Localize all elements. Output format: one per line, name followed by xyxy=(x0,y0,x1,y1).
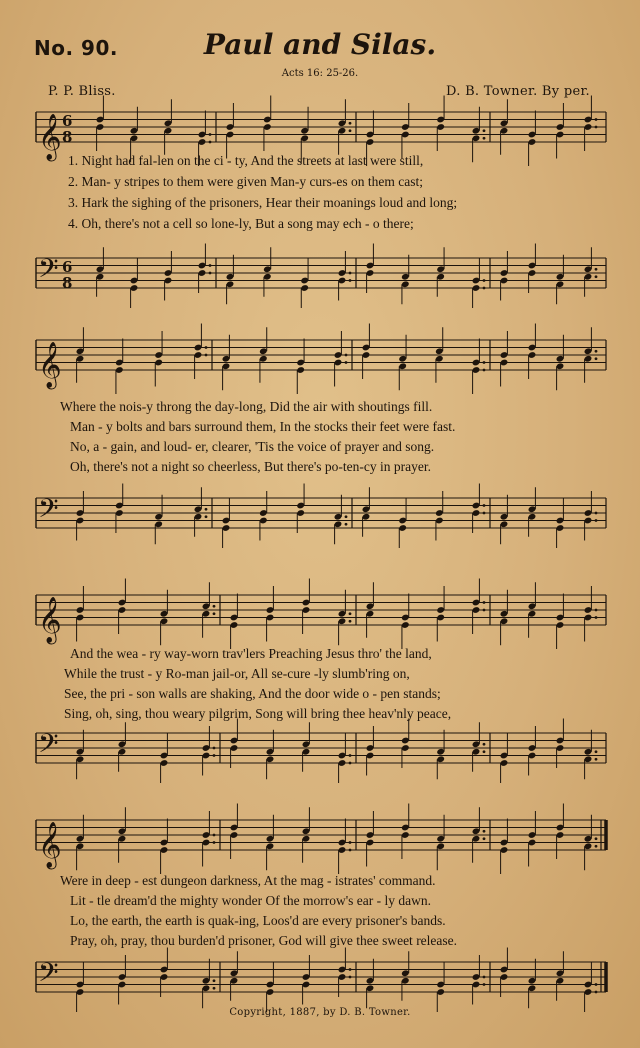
time-signature-top: 6 xyxy=(62,112,73,130)
dot xyxy=(595,512,598,515)
dot xyxy=(483,287,486,290)
time-signature-bottom: 8 xyxy=(62,274,73,292)
system-1-verse-4: 4. Oh, there's not a cell so lone-ly, But a song may ech - o there; xyxy=(68,216,414,231)
dot xyxy=(205,515,208,518)
dot xyxy=(349,279,352,282)
treble-clef-icon: 𝄞 xyxy=(38,114,62,160)
dot xyxy=(209,141,212,144)
copyright-notice: Copyright, 1887, by D. B. Towner. xyxy=(229,1007,411,1018)
dot xyxy=(345,354,348,357)
time-signature-bottom: 8 xyxy=(62,128,73,146)
dot xyxy=(213,841,216,844)
bass-clef-icon: 𝄢 xyxy=(38,727,59,766)
dot xyxy=(483,369,486,372)
dot xyxy=(483,750,486,753)
dot xyxy=(349,849,352,852)
dot xyxy=(349,762,352,765)
system-1-verse-2: 2. Man- y stripes to them were given Man-y curs-es on them cast; xyxy=(68,174,424,189)
dot xyxy=(595,983,598,986)
time-signature-top: 6 xyxy=(62,258,73,276)
bass-clef-icon: 𝄢 xyxy=(38,252,59,291)
dot xyxy=(205,354,208,357)
dot xyxy=(595,991,598,994)
dot xyxy=(209,272,212,275)
dot xyxy=(483,609,486,612)
dot xyxy=(483,504,486,507)
dot xyxy=(595,845,598,848)
dot xyxy=(209,264,212,267)
system-2-verse-4: Oh, there's not a night so cheerless, But there's po-ten-cy in prayer. xyxy=(70,459,432,474)
dot xyxy=(213,754,216,757)
dot xyxy=(483,976,486,979)
dot xyxy=(595,758,598,761)
hymn-number: No. 90. xyxy=(34,36,118,60)
dot xyxy=(345,523,348,526)
lyricist-credit: P. P. Bliss. xyxy=(48,84,116,99)
hymn-title: Paul and Silas. xyxy=(203,28,437,61)
system-3-verse-3: See, the pri - son walls are shaking, And the door wide o - pen stands; xyxy=(64,686,441,701)
dot xyxy=(205,346,208,349)
system-1-verse-1: 1. Night had fal-len on the ci - ty, And the streets at last were still, xyxy=(68,153,424,168)
system-3-verse-1: And the wea - ry way-worn trav'lers Preaching Jesus thro' the land, xyxy=(70,646,432,661)
dot xyxy=(213,834,216,837)
system-4-verse-3: Lo, the earth, the earth is quak-ing, Loos'd are every prisoner's bands. xyxy=(70,913,446,928)
treble-clef-icon: 𝄞 xyxy=(38,597,62,643)
dot xyxy=(349,968,352,971)
dot xyxy=(209,133,212,136)
system-4-verse-1: Were in deep - est dungeon darkness, At the mag - istrates' command. xyxy=(60,873,436,888)
dot xyxy=(483,361,486,364)
dot xyxy=(483,279,486,282)
dot xyxy=(595,350,598,353)
bass-clef-icon: 𝄢 xyxy=(38,492,59,531)
dot xyxy=(595,268,598,271)
dot xyxy=(595,609,598,612)
dot xyxy=(595,126,598,129)
dot xyxy=(349,620,352,623)
dot xyxy=(345,361,348,364)
dot xyxy=(349,129,352,132)
treble-clef-icon: 𝄞 xyxy=(38,342,62,388)
system-3-verse-4: Sing, oh, sing, thou weary pilgrim, Song will bring thee heav'nly peace, xyxy=(64,706,452,721)
dot xyxy=(213,605,216,608)
dot xyxy=(349,122,352,125)
dot xyxy=(483,129,486,132)
scripture-reference: Acts 16: 25-26. xyxy=(281,68,359,79)
dot xyxy=(595,519,598,522)
dot xyxy=(349,976,352,979)
dot xyxy=(213,979,216,982)
system-2-verse-3: No, a - gain, and loud- er, clearer, 'Tis the voice of prayer and song. xyxy=(70,439,435,454)
dot xyxy=(483,601,486,604)
dot xyxy=(595,837,598,840)
dot xyxy=(595,616,598,619)
dot xyxy=(213,747,216,750)
dot xyxy=(349,841,352,844)
dot xyxy=(213,987,216,990)
composer-credit: D. B. Towner. By per. xyxy=(445,84,590,99)
system-4-verse-2: Lit - tle dream'd the mighty wonder Of the morrow's ear - ly dawn. xyxy=(70,893,432,908)
system-1-verse-3: 3. Hark the sighing of the prisoners, Hear their moanings loud and long; xyxy=(68,195,458,210)
system-2-verse-1: Where the nois-y throng the day-long, Did the air with shoutings fill. xyxy=(60,399,433,414)
dot xyxy=(349,272,352,275)
dot xyxy=(213,612,216,615)
dot xyxy=(345,515,348,518)
dot xyxy=(349,754,352,757)
dot xyxy=(483,983,486,986)
dot xyxy=(349,612,352,615)
dot xyxy=(595,750,598,753)
dot xyxy=(483,137,486,140)
dot xyxy=(483,512,486,515)
system-4-verse-4: Pray, oh, pray, thou burden'd prisoner, God will give thee sweet release. xyxy=(70,933,458,948)
dot xyxy=(483,830,486,833)
dot xyxy=(205,508,208,511)
dot xyxy=(595,275,598,278)
system-3-verse-2: While the trust - y Ro-man jail-or, All se-cure -ly slumb'ring on, xyxy=(64,666,410,681)
dot xyxy=(483,837,486,840)
system-2-verse-2: Man - y bolts and bars surround them, In the stocks their feet were fast. xyxy=(70,419,456,434)
bass-clef-icon: 𝄢 xyxy=(38,956,59,995)
dot xyxy=(483,743,486,746)
dot xyxy=(595,118,598,121)
treble-clef-icon: 𝄞 xyxy=(38,822,62,868)
dot xyxy=(595,357,598,360)
